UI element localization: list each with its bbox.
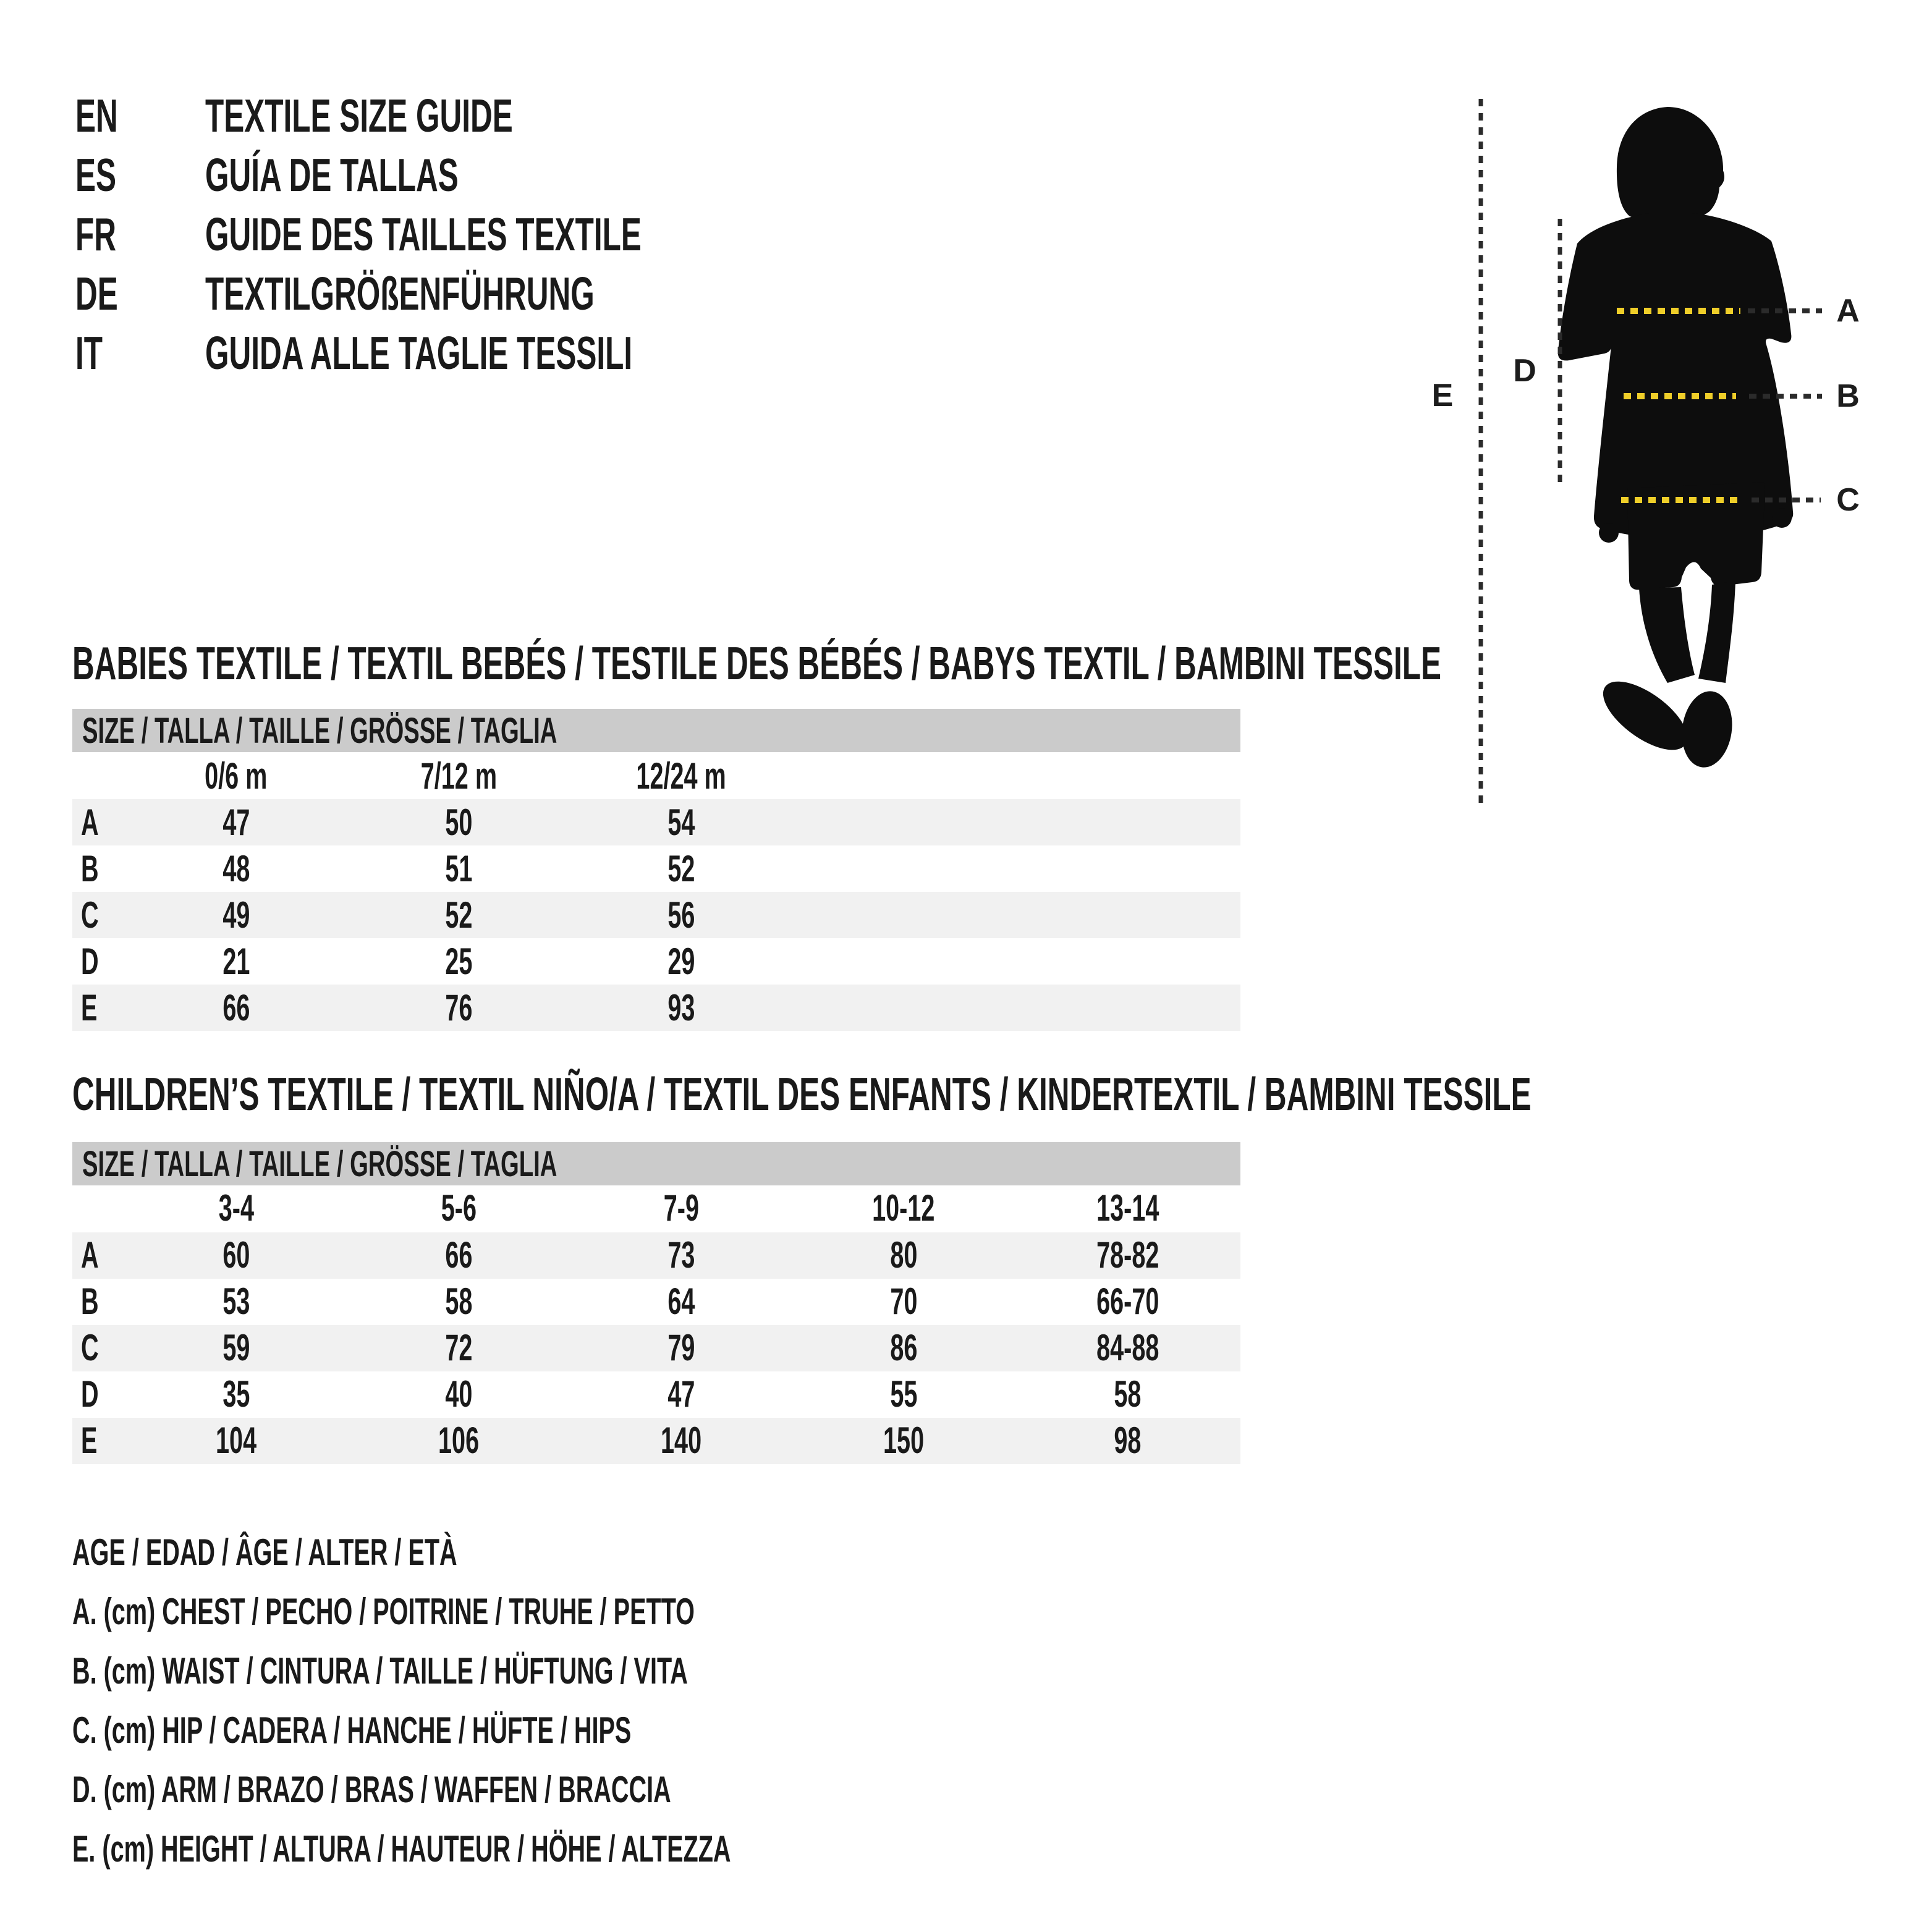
children-size-header-bar [72, 1142, 1240, 1185]
column-header-filler [792, 752, 1240, 799]
legend-text: E. (cm) HEIGHT / ALTURA / HAUTEUR / HÖHE / ALTEZZA [72, 1828, 731, 1870]
cell-value: 59 [222, 1326, 250, 1368]
language-code: ES [75, 149, 117, 201]
column-header [347, 752, 570, 799]
column-header [792, 1185, 1015, 1231]
size-header-text: SIZE / TALLA / TAILLE / GRÖSSE / TAGLIA [82, 710, 557, 751]
babies-size-table [72, 709, 1240, 1031]
language-code: IT [75, 327, 103, 379]
row-label: C [81, 1326, 99, 1368]
children-section-heading [72, 1068, 1932, 1120]
column-header-text: 5-6 [441, 1187, 477, 1229]
table-row [72, 892, 1240, 938]
language-code: FR [75, 208, 116, 260]
column-header-spacer [72, 752, 125, 799]
cell-value: 49 [222, 894, 250, 936]
cell-value: 93 [667, 987, 695, 1028]
measure-label-d: D [1513, 353, 1536, 389]
column-header [1015, 1185, 1240, 1231]
row-label: B [81, 1280, 99, 1322]
cell-value: 72 [444, 1326, 473, 1368]
legend-text: C. (cm) HIP / CADERA / HANCHE / HÜFTE / HIPS [72, 1710, 632, 1751]
cell-value: 73 [667, 1234, 695, 1276]
measurement-legend [72, 1534, 1070, 1890]
legend-text: AGE / EDAD / ÂGE / ALTER / ETÀ [72, 1532, 457, 1573]
cell-value: 76 [444, 987, 473, 1028]
legend-row-age [72, 1534, 1070, 1571]
row-label: A [81, 802, 99, 843]
language-code: EN [75, 90, 118, 142]
children-heading-text: CHILDREN’S TEXTILE / TEXTIL NIÑO/A / TEXTIL DES ENFANTS / KINDERTEXTIL / BAMBINI TESSILE [72, 1068, 1532, 1120]
cell-value: 21 [222, 941, 250, 982]
cell-value: 64 [667, 1280, 695, 1322]
table-row [72, 1232, 1240, 1279]
language-title: TEXTILGRÖßENFÜHRUNG [205, 268, 595, 320]
language-row [75, 149, 866, 201]
row-label: A [81, 1234, 99, 1276]
row-label: E [81, 987, 98, 1028]
column-header-text: 0/6 m [205, 755, 268, 797]
cell-value: 80 [889, 1234, 918, 1276]
column-header [570, 752, 792, 799]
column-header-text: 12/24 m [636, 755, 726, 797]
cell-value: 79 [667, 1326, 695, 1368]
child-silhouette-figure [1421, 87, 1891, 816]
column-header [570, 1185, 792, 1231]
cell-value: 47 [667, 1373, 695, 1415]
cell-value: 84-88 [1096, 1326, 1159, 1368]
size-header-text: SIZE / TALLA / TAILLE / GRÖSSE / TAGLIA [82, 1143, 557, 1184]
legend-row-waist [72, 1650, 1070, 1692]
language-title: TEXTILE SIZE GUIDE [205, 90, 513, 142]
legend-row-hip [72, 1712, 1070, 1749]
legend-row-arm [72, 1771, 1070, 1808]
column-header [347, 1185, 570, 1231]
row-label: E [81, 1419, 98, 1461]
cell-value: 86 [889, 1326, 918, 1368]
cell-value: 50 [444, 802, 473, 843]
cell-value: 58 [1114, 1373, 1142, 1415]
cell-value: 40 [444, 1373, 473, 1415]
language-title: GUIDE DES TAILLES TEXTILE [205, 208, 642, 260]
language-code: DE [75, 268, 118, 320]
column-header-text: 10-12 [872, 1187, 935, 1229]
table-row [72, 845, 1240, 892]
row-label: D [81, 1373, 99, 1415]
cell-value: 52 [444, 894, 473, 936]
row-label: C [81, 894, 99, 936]
column-header [125, 1185, 347, 1231]
cell-value: 48 [222, 848, 250, 889]
column-header-text: 7-9 [663, 1187, 699, 1229]
cell-value: 29 [667, 941, 695, 982]
cell-value: 106 [438, 1419, 480, 1461]
row-label: D [81, 941, 99, 982]
cell-value: 54 [667, 802, 695, 843]
column-header-text: 13-14 [1096, 1187, 1159, 1229]
cell-value: 58 [444, 1280, 473, 1322]
babies-size-header-bar [72, 709, 1240, 752]
cell-value: 104 [215, 1419, 257, 1461]
language-row [75, 268, 866, 320]
column-header [125, 752, 347, 799]
cell-value: 51 [444, 848, 473, 889]
table-row [72, 1279, 1240, 1325]
measure-label-e: E [1431, 378, 1454, 413]
table-row [72, 1325, 1240, 1371]
cell-value: 66 [222, 987, 250, 1028]
legend-text: A. (cm) CHEST / PECHO / POITRINE / TRUHE / PETTO [72, 1591, 695, 1632]
cell-value: 66 [444, 1234, 473, 1276]
cell-value: 35 [222, 1373, 250, 1415]
table-row [72, 985, 1240, 1031]
babies-heading-text: BABIES TEXTILE / TEXTIL BEBÉS / TESTILE DES BÉBÉS / BABYS TEXTIL / BAMBINI TESSILE [72, 637, 1441, 689]
column-header-spacer [72, 1185, 125, 1231]
cell-value: 66-70 [1096, 1280, 1159, 1322]
language-title: GUIDA ALLE TAGLIE TESSILI [205, 327, 633, 379]
table-row [72, 938, 1240, 985]
legend-row-height [72, 1828, 1070, 1870]
cell-value: 52 [667, 848, 695, 889]
measure-label-b: B [1836, 378, 1860, 414]
cell-value: 56 [667, 894, 695, 936]
cell-value: 53 [222, 1280, 250, 1322]
babies-column-header-row [72, 752, 1240, 799]
column-header-text: 7/12 m [420, 755, 497, 797]
cell-value: 78-82 [1096, 1234, 1159, 1276]
table-row [72, 799, 1240, 845]
column-header-text: 3-4 [218, 1187, 254, 1229]
measure-label-a: A [1836, 293, 1860, 329]
cell-value: 98 [1114, 1419, 1142, 1461]
cell-value: 60 [222, 1234, 250, 1276]
measure-label-c: C [1836, 482, 1860, 518]
language-title-list [75, 90, 866, 389]
language-title: GUÍA DE TALLAS [205, 149, 459, 201]
language-row [75, 208, 866, 260]
cell-value: 55 [889, 1373, 918, 1415]
legend-text: B. (cm) WAIST / CINTURA / TAILLE / HÜFTUNG / VITA [72, 1650, 688, 1692]
cell-value: 140 [660, 1419, 702, 1461]
children-column-header-row [72, 1185, 1240, 1232]
legend-row-chest [72, 1593, 1070, 1630]
table-row [72, 1371, 1240, 1418]
cell-value: 25 [444, 941, 473, 982]
cell-value: 47 [222, 802, 250, 843]
language-row [75, 90, 866, 142]
babies-section-heading [72, 637, 1932, 689]
language-row [75, 327, 866, 379]
cell-value: 70 [889, 1280, 918, 1322]
children-size-table [72, 1142, 1240, 1464]
cell-value: 150 [883, 1419, 925, 1461]
table-row [72, 1418, 1240, 1464]
legend-text: D. (cm) ARM / BRAZO / BRAS / WAFFEN / BRACCIA [72, 1769, 671, 1810]
row-label: B [81, 848, 99, 889]
